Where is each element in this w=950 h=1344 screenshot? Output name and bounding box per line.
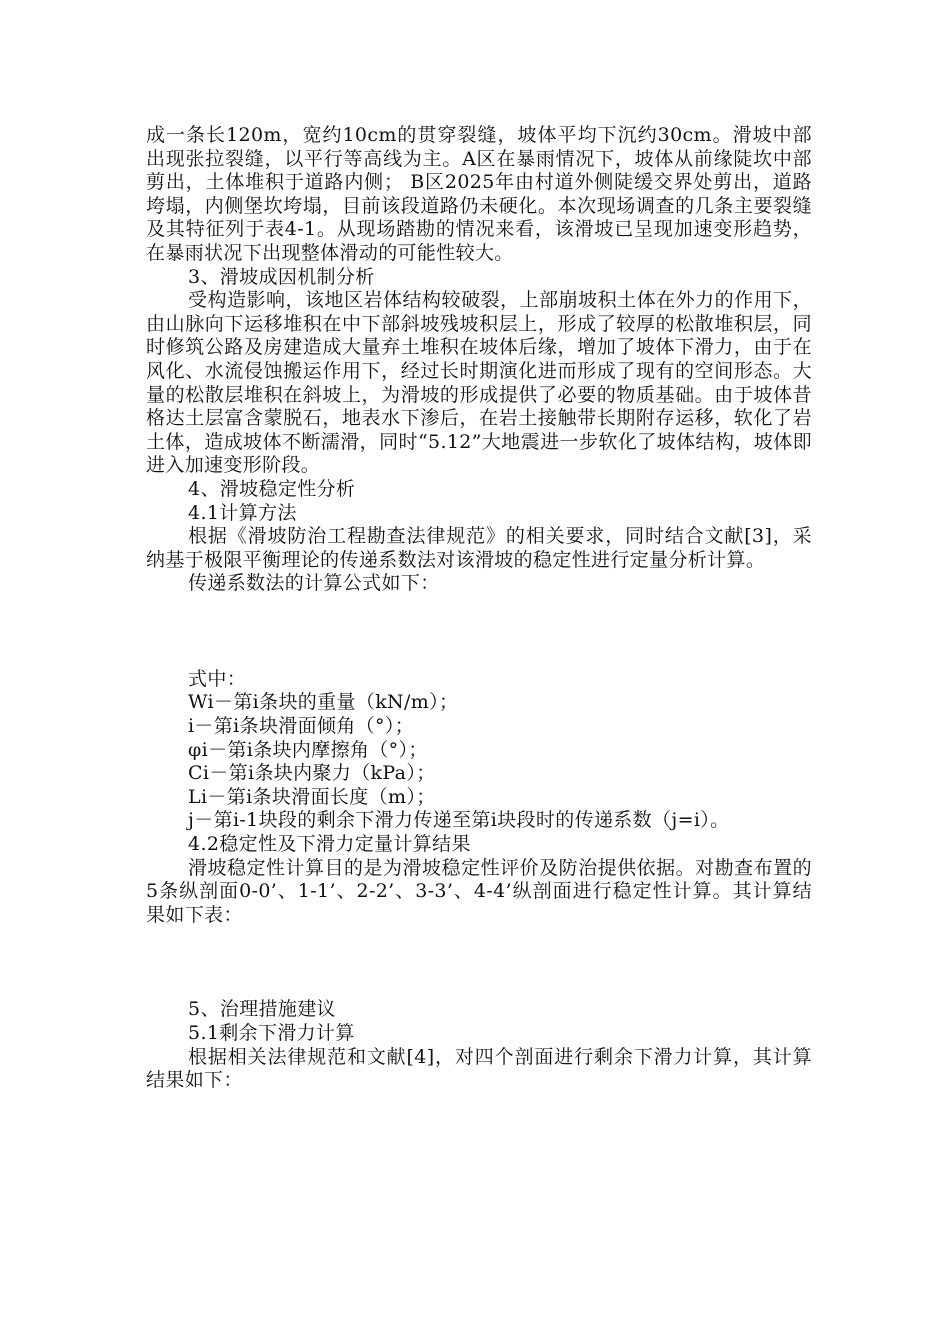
heading-section-3: 3、滑坡成因机制分析 <box>188 265 375 288</box>
legend-item: i－第i条块滑面倾角（°）； <box>188 715 415 738</box>
legend-item: Wi－第i条块的重量（kN/m）； <box>188 691 459 714</box>
formula-placeholder <box>146 596 812 668</box>
legend-intro: 式中： <box>188 667 247 690</box>
legend-item-transfer-coefficient: j－第i-1块段的剩余下滑力传递至第i块段时的传递系数（j=i）。 <box>188 809 730 832</box>
heading-section-4: 4、滑坡稳定性分析 <box>188 477 356 500</box>
paragraph-stability-purpose: 滑坡稳定性计算目的是为滑坡稳定性评价及防治提供依据。对勘查布置的5条纵剖面0-0’、1-1’、2-2’、3-3’、4-4’纵剖面进行稳定性计算。其计算结果如下表： <box>146 856 812 926</box>
legend-item: Li－第i条块滑面长度（m）； <box>188 785 436 808</box>
heading-section-4-2: 4.2稳定性及下滑力定量计算结果 <box>188 833 471 856</box>
heading-section-4-1: 4.1计算方法 <box>188 501 297 524</box>
paragraph-residual-force: 根据相关法律规范和文献[4]，对四个剖面进行剩余下滑力计算，其计算结果如下： <box>146 1045 812 1092</box>
document-body <box>146 124 812 1093</box>
paragraph-method: 根据《滑坡防治工程勘查法律规范》的相关要求，同时结合文献[3]，采纳基于极限平衡理论的传递系数法对该滑坡的稳定性进行定量分析计算。 <box>146 525 812 571</box>
paragraph-crack-description: 成一条长120m，宽约10cm的贯穿裂缝，坡体平均下沉约30cm。滑坡中部出现张拉裂缝，以平行等高线为主。A区在暴雨情况下，坡体从前缘陡坎中部剪出，土体堆积于道路内侧； B区2025年由村道外侧陡缓交界处剪出，道路垮塌，内侧堡坎垮塌，目前该段道路仍未硬化。本次现场调查的几条主要裂缝及其特征列于表4-1。从现场踏勘的情况来看，该滑坡已呈现加速变形趋势，在暴雨状况下出现整体滑动的可能性较大。 <box>146 124 812 264</box>
table-placeholder <box>146 927 812 998</box>
heading-section-5: 5、治理措施建议 <box>188 998 336 1021</box>
paragraph-formula-intro: 传递系数法的计算公式如下： <box>188 572 440 595</box>
heading-section-5-1: 5.1剩余下滑力计算 <box>188 1022 355 1044</box>
legend-item: φi－第i条块内摩擦角（°）； <box>188 738 428 761</box>
paragraph-mechanism: 受构造影响，该地区岩体结构较破裂，上部崩坡积土体在外力的作用下，由山脉向下运移堆积在中下部斜坡残坡积层上，形成了较厚的松散堆积层，同时修筑公路及房建造成大量弃土堆积在坡体后缘，增加了坡体下滑力，由于在风化、水流侵蚀搬运作用下，经过长时期演化进而形成了现有的空间形态。大量的松散层堆积在斜坡上，为滑坡的形成提供了必要的物质基础。由于坡体昔格达土层富含蒙脱石，地表水下渗后，在岩土接触带长期附存运移，软化了岩土体，造成坡体不断濡滑，同时“5.12”大地震进一步软化了坡体结构，坡体即进入加速变形阶段。 <box>146 289 812 477</box>
legend-item: Ci－第i条块内聚力（kPa）； <box>188 762 436 785</box>
